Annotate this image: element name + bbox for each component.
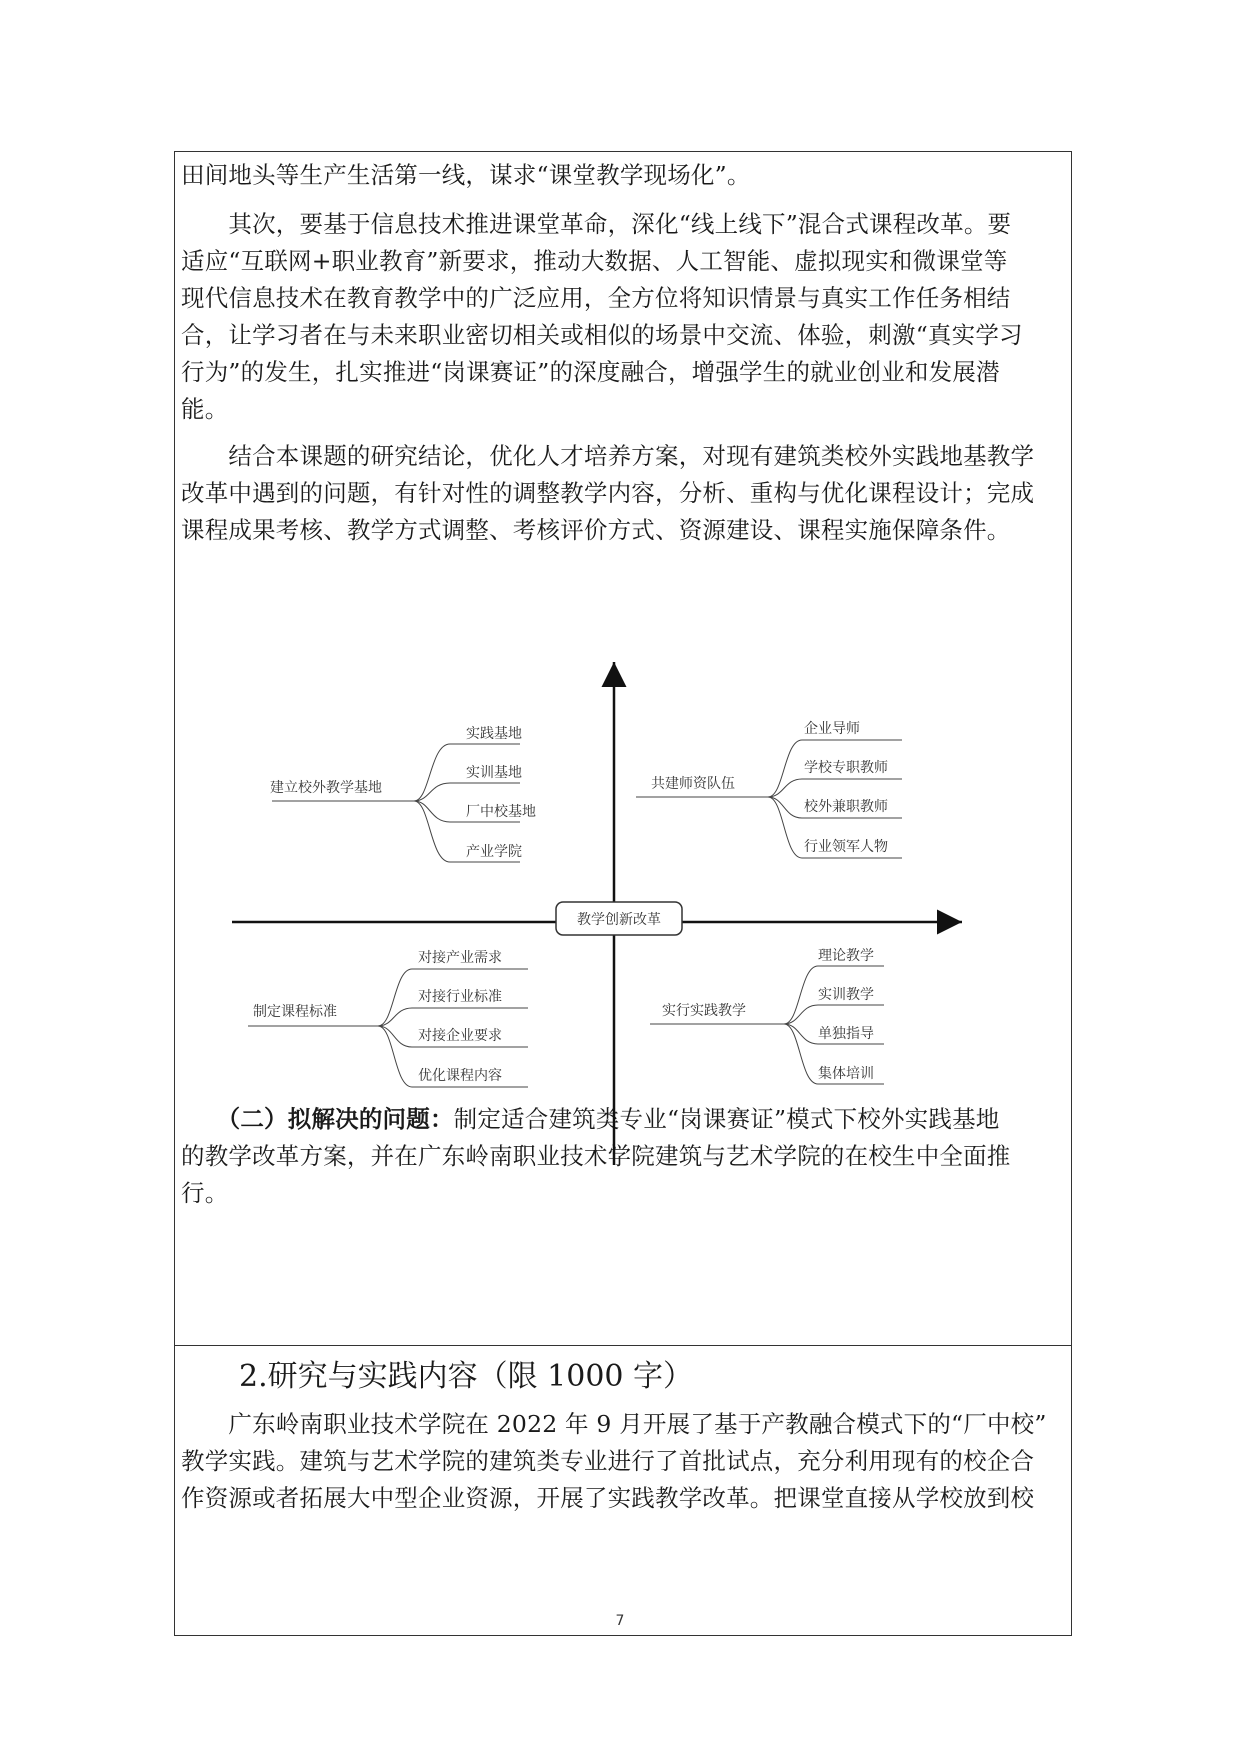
quadrant-item: 厂中校基地 <box>466 804 536 820</box>
paragraph-line: 现代信息技术在教育教学中的广泛应用，全方位将知识情景与真实工作任务相结 <box>181 284 1011 312</box>
quadrant-item: 学校专职教师 <box>804 760 888 776</box>
paragraph-line: 结合本课题的研究结论，优化人才培养方案，对现有建筑类校外实践地基教学 <box>181 442 1035 470</box>
quadrant-top-left <box>270 725 536 862</box>
quadrant-item: 单独指导 <box>818 1026 874 1042</box>
quadrant-item: 行业领军人物 <box>804 839 888 855</box>
section-line: 教学实践。建筑与艺术学院的建筑类专业进行了首批试点，充分利用现有的校企合 <box>181 1447 1035 1475</box>
quadrant-item: 校外兼职教师 <box>804 799 888 815</box>
paragraph-line: 改革中遇到的问题，有针对性的调整教学内容，分析、重构与优化课程设计；完成 <box>181 479 1035 507</box>
quadrant-top-right <box>636 720 902 858</box>
quadrant-title: 制定课程标准 <box>253 1004 337 1020</box>
center-label: 教学创新改革 <box>577 912 661 928</box>
paragraph-line: 行为”的发生，扎实推进“岗课赛证”的深度融合，增强学生的就业创业和发展潜 <box>181 358 1000 386</box>
quadrant-title: 实行实践教学 <box>662 1003 746 1019</box>
section-line: 作资源或者拓展大中型企业资源，开展了实践教学改革。把课堂直接从学校放到校 <box>181 1484 1035 1512</box>
quadrant-item: 实训教学 <box>818 987 874 1003</box>
problem-line-3: 行。 <box>181 1179 229 1207</box>
section-line: 广东岭南职业技术学院在 2022 年 9 月开展了基于产教融合模式下的“厂中校” <box>181 1410 1047 1438</box>
paragraph-line: 能。 <box>181 395 229 423</box>
quadrant-item: 优化课程内容 <box>418 1068 502 1084</box>
section-divider <box>175 1345 1071 1346</box>
problem-text: 制定适合建筑类专业“岗课赛证”模式下校外实践基地 <box>453 1105 1000 1133</box>
paragraph-line: 课程成果考核、教学方式调整、考核评价方式、资源建设、课程实施保障条件。 <box>181 516 1011 544</box>
problem-label: （二）拟解决的问题： <box>228 1105 454 1133</box>
quadrant-item: 对接行业标准 <box>418 989 502 1005</box>
quadrant-title: 共建师资队伍 <box>651 776 735 792</box>
quadrant-item: 企业导师 <box>804 721 860 737</box>
page-number: 7 <box>615 1613 625 1629</box>
quadrant-bottom-left <box>248 949 528 1087</box>
paragraph-line: 其次，要基于信息技术推进课堂革命，深化“线上线下”混合式课程改革。要 <box>181 210 1012 238</box>
quadrant-item: 产业学院 <box>466 844 522 860</box>
problem-line-2: 的教学改革方案，并在广东岭南职业技术学院建筑与艺术学院的在校生中全面推 <box>181 1142 1011 1170</box>
section-heading: 2.研究与实践内容（限 1000 字） <box>239 1359 694 1394</box>
quadrant-item: 对接企业要求 <box>418 1028 502 1044</box>
quadrant-item: 理论教学 <box>818 948 874 964</box>
paragraph-line: 田间地头等生产生活第一线，谋求“课堂教学现场化”。 <box>181 161 751 189</box>
paragraph-line: 适应“互联网+职业教育”新要求，推动大数据、人工智能、虚拟现实和微课堂等 <box>181 247 1008 275</box>
paragraph-line: 合，让学习者在与未来职业密切相关或相似的场景中交流、体验，刺激“真实学习 <box>181 321 1023 349</box>
quadrant-item: 实训基地 <box>466 765 522 781</box>
quadrant-item: 对接产业需求 <box>418 950 502 966</box>
quadrant-bottom-right <box>650 947 884 1084</box>
quadrant-title: 建立校外教学基地 <box>270 780 382 796</box>
quadrant-item: 实践基地 <box>466 726 522 742</box>
mind-map-diagram <box>0 640 1240 1200</box>
quadrant-item: 集体培训 <box>818 1066 874 1082</box>
